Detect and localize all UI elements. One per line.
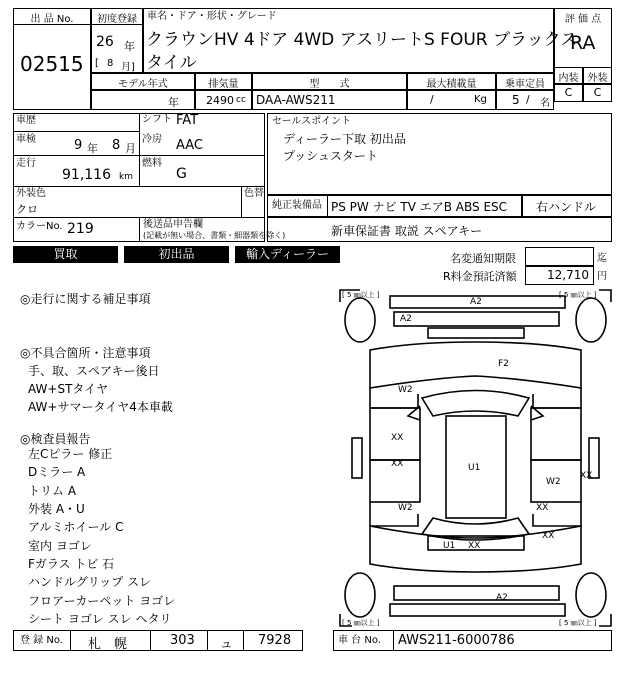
reg-divider [70, 630, 71, 651]
first-reg-month: 8 [107, 58, 114, 69]
inspector-title: ◎検査員報告 [20, 432, 91, 446]
equipment-divider [327, 195, 328, 217]
recycle-amount: 12,710 [547, 268, 589, 282]
reg-divider [150, 630, 151, 651]
color-no-divider [139, 217, 140, 242]
fuel-label: 燃料 [142, 158, 162, 169]
shift-value: FAT [176, 113, 199, 128]
equipment-label: 純正装備品 [272, 200, 322, 211]
tire-front-right [576, 298, 606, 342]
first-listing-badge: 初出品 [124, 246, 229, 263]
reg-number: 7928 [258, 633, 292, 648]
aftermarket-sub: (記載が無い場合、書類・細器類を除く) [143, 231, 286, 240]
damage-mark: XX [542, 531, 555, 541]
driving-notes-title: ◎走行に関する補足事項 [20, 292, 151, 306]
chassis-divider [393, 630, 394, 651]
inspector-item: Dミラー A [28, 465, 86, 479]
first-reg-year-unit: 年 [124, 40, 135, 53]
damage-mark: W2 [398, 503, 413, 513]
rating-label: 評 価 点 [564, 14, 602, 25]
front-fender-right [533, 388, 581, 408]
cooling-label: 冷房 [142, 134, 162, 145]
inspector-item: フロアーカーペット ヨゴレ [28, 594, 176, 608]
displacement-label: 排気量 [208, 79, 239, 90]
model-year-unit: 年 [168, 96, 179, 109]
inspector-item: アルミホイール C [28, 520, 124, 534]
reg-divider [243, 630, 244, 651]
color-no-label: カラーNo. [16, 221, 63, 232]
defects-title: ◎不具合箇所・注意事項 [20, 346, 151, 360]
reg-kana: ュ [220, 637, 234, 652]
mileage-unit: km [119, 172, 133, 182]
door-front-right [531, 408, 581, 460]
interior-grade: C [564, 86, 573, 99]
damage-mark: XX [391, 459, 404, 469]
spec-divider [139, 113, 140, 186]
reg-class: 303 [170, 633, 195, 648]
docs-value: 新車保証書 取説 スペアキー [331, 224, 483, 238]
damage-mark: U1 [468, 463, 481, 473]
chassis-label: 車 台 No. [338, 635, 381, 646]
capacity-label: 乗車定員 [505, 79, 545, 90]
rear-panel [394, 586, 559, 600]
diagram-corner [599, 614, 611, 626]
name-change-suffix: 迄 [597, 253, 607, 264]
side-marker-left [352, 438, 362, 478]
spec-row-line [13, 155, 265, 156]
inspector-item: Fガラス トビ 石 [28, 557, 115, 571]
tire-rear-left [345, 573, 375, 617]
inspection-year: 9 [74, 138, 83, 153]
capacity-unit: 名 [540, 98, 550, 109]
defect-item: AW+サマータイヤ4本車載 [28, 400, 173, 414]
tire-front-left [345, 298, 375, 342]
inspection-year-unit: 年 [87, 142, 98, 155]
name-change-label: 名変通知期限 [450, 252, 516, 265]
type-value: DAA-AWS211 [256, 93, 336, 107]
car-damage-diagram [338, 288, 613, 628]
mileage-label: 走行 [16, 158, 36, 169]
model-year-value-box [91, 90, 195, 110]
inspector-item: 室内 ヨゴレ [28, 539, 92, 553]
sales-point-line2: プッシュスタート [283, 149, 378, 163]
sales-point-line1: ディーラー下取 初出品 [283, 132, 406, 146]
inspection-label: 車検 [16, 134, 36, 145]
tire-depth-label: [ 5 ㎜以上 ] [342, 291, 380, 299]
windshield [422, 391, 529, 417]
reg-no-label: 登 録 No. [20, 635, 63, 646]
rear-bumper [390, 604, 565, 616]
inspector-item: ハンドルグリップ スレ [28, 575, 152, 589]
color-change-label: 色替 [244, 188, 264, 199]
history-label: 車歴 [16, 115, 36, 126]
damage-mark: A2 [400, 314, 412, 324]
hood [370, 342, 581, 388]
inspector-item: 外装 A・U [28, 502, 85, 516]
first-reg-month-suffix: 月] [121, 62, 135, 73]
damage-mark: W2 [546, 477, 561, 487]
spec-row-line [13, 131, 139, 132]
first-reg-month-prefix: [ [95, 58, 99, 69]
damage-mark: XX [536, 503, 549, 513]
lot-no-label: 出 品 No. [30, 14, 74, 25]
chassis-number: AWS211-6000786 [398, 633, 515, 648]
type-label: 型 式 [309, 79, 350, 90]
lot-no: 02515 [20, 52, 84, 76]
purchase-badge: 買取 [13, 246, 118, 263]
recycle-label: R料金預託済額 [443, 270, 517, 283]
steering-value: 右ハンドル [536, 200, 597, 214]
import-dealer-badge: 輸入ディーラー [235, 246, 340, 263]
aftermarket-label: 後送品申告欄 [143, 219, 203, 230]
displacement-unit: cc [236, 95, 246, 105]
first-reg-label: 初度登録 [97, 14, 137, 25]
reg-divider [207, 630, 208, 651]
car-name-label: 車名・ドア・形状・グレード [147, 11, 277, 22]
defect-item: 手、取、スペアキー後日 [28, 364, 160, 378]
color-change-divider [241, 186, 242, 217]
tire-depth-label: [ 5 ㎜以上 ] [342, 619, 380, 627]
damage-mark: XX [468, 541, 481, 551]
sales-point-label: セールスポイント [272, 116, 352, 127]
tire-depth-label: [ 5 ㎜以上 ] [559, 291, 597, 299]
inspector-item: 左Cピラー 修正 [28, 447, 113, 461]
inspection-month: 8 [112, 138, 121, 153]
damage-mark: XX [580, 471, 593, 481]
tire-depth-label: [ 5 ㎜以上 ] [559, 619, 597, 627]
front-grille [394, 312, 559, 326]
spec-row-line [13, 186, 265, 187]
exterior-grade: C [593, 86, 602, 99]
first-reg-year: 26 [96, 34, 114, 50]
exterior-label: 外装 [587, 73, 608, 84]
mileage-value: 91,116 [62, 167, 111, 183]
fuel-value: G [176, 166, 187, 182]
equipment-value: PS PW ナビ TV エアB ABS ESC [331, 200, 508, 214]
displacement-value: 2490 [206, 94, 234, 107]
interior-label: 内装 [558, 73, 579, 84]
max-load-label: 最大積載量 [426, 79, 477, 90]
car-name: クラウンHV 4ドア 4WD アスリートS FOUR ブラックス [146, 30, 578, 50]
inspector-item: トリム A [28, 484, 77, 498]
capacity-sep: / [526, 93, 530, 106]
color-no-value: 219 [67, 221, 94, 237]
capacity-value: 5 [512, 93, 520, 107]
damage-mark: U1 [443, 541, 456, 551]
max-load-unit: Kg [474, 94, 487, 105]
damage-mark: A2 [496, 593, 508, 603]
rating-value: RA [570, 32, 596, 54]
car-name-line2: タイル [146, 53, 197, 73]
diagram-corner [599, 290, 611, 302]
defect-item: AW+STタイヤ [28, 382, 109, 396]
inspector-item: シート ヨゴレ スレ ヘタリ [28, 612, 172, 626]
inspection-month-unit: 月 [125, 142, 136, 155]
damage-mark: A2 [470, 297, 482, 307]
shift-label: シフト [142, 114, 172, 125]
damage-mark: F2 [498, 359, 509, 369]
damage-mark: XX [391, 433, 404, 443]
color-value: クロ [16, 203, 38, 216]
recycle-unit: 円 [597, 271, 607, 282]
reg-area: 札 幌 [88, 637, 128, 652]
cooling-value: AAC [176, 138, 203, 153]
max-load-sep: / [430, 93, 434, 106]
color-label: 外装色 [16, 188, 46, 199]
tire-rear-right [576, 573, 606, 617]
front-lower [428, 328, 524, 338]
damage-mark: W2 [398, 385, 413, 395]
name-change-box [525, 247, 594, 266]
model-year-label: モデル年式 [118, 79, 168, 90]
